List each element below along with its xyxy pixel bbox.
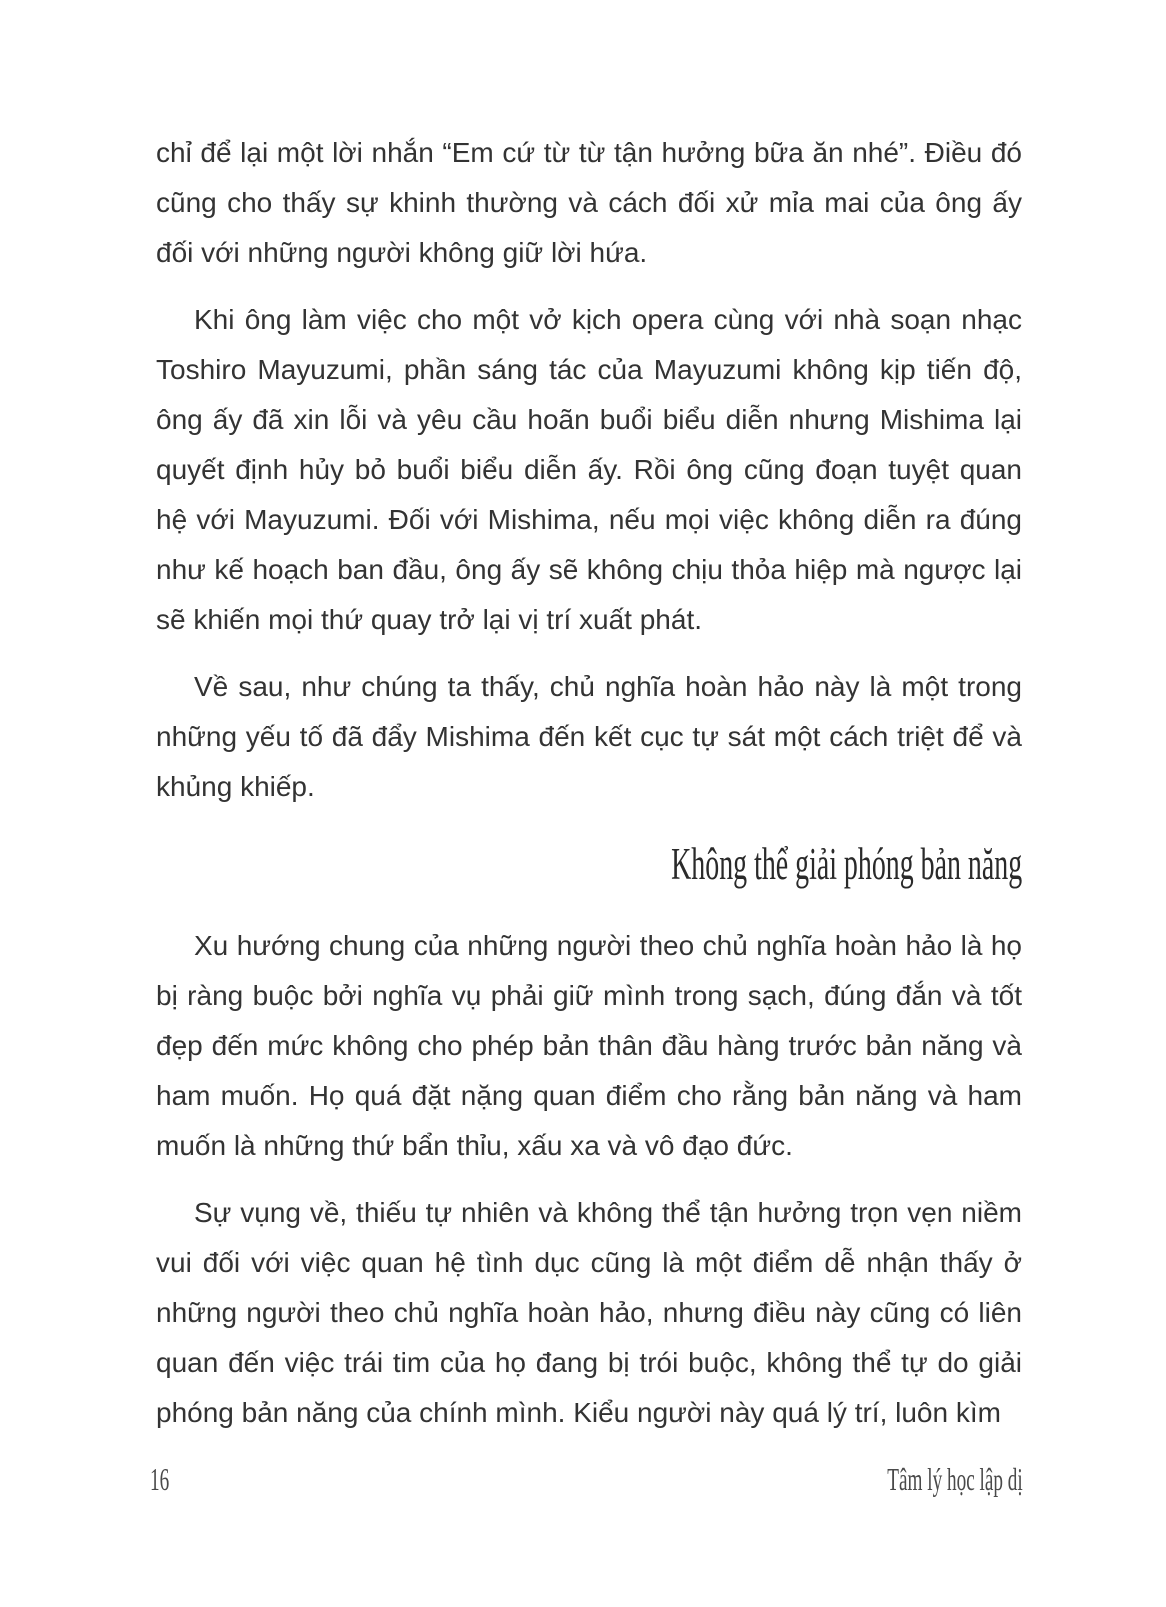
section-heading-text: Không thể giải phóng bản năng <box>670 839 1022 889</box>
page-text-block <box>156 128 1022 1455</box>
paragraph-continuation: chỉ để lại một lời nhắn “Em cứ từ từ tận hưởng bữa ăn nhé”. Điều đó cũng cho thấy sự khinh thường và cách đối xử mỉa mai của ông ấy đối với những người không giữ lời hứa. <box>156 137 1022 268</box>
paragraph-perfectionist-tendency: Xu hướng chung của những người theo chủ nghĩa hoàn hảo là họ bị ràng buộc bởi nghĩa vụ phải giữ mình trong sạch, đúng đắn và tốt đẹp đến mức không cho phép bản thân đầu hàng trước bản năng và ham muốn. Họ quá đặt nặng quan điểm cho rằng bản năng và ham muốn là những thứ bẩn thỉu, xấu xa và vô đạo đức. <box>156 930 1022 1161</box>
running-title: Tâm lý học lập dị <box>887 1461 1023 1497</box>
paragraph-instinct-restraint: Sự vụng về, thiếu tự nhiên và không thể tận hưởng trọn vẹn niềm vui đối với việc quan hệ tình dục cũng là một điểm dễ nhận thấy ở những người theo chủ nghĩa hoàn hảo, nhưng điều này cũng có liên quan đến việc trái tim của họ đang bị trói buộc, không thể tự do giải phóng bản năng của chính mình. Kiểu người này quá lý trí, luôn kìm <box>156 1197 1022 1428</box>
page-number: 16 <box>150 1461 170 1497</box>
paragraph-mishima-opera: Khi ông làm việc cho một vở kịch opera cùng với nhà soạn nhạc Toshiro Mayuzumi, phần sáng tác của Mayuzumi không kịp tiến độ, ông ấy đã xin lỗi và yêu cầu hoãn buổi biểu diễn nhưng Mishima lại quyết định hủy bỏ buổi biểu diễn ấy. Rồi ông cũng đoạn tuyệt quan hệ với Mayuzumi. Đối với Mishima, nếu mọi việc không diễn ra đúng như kế hoạch ban đầu, ông ấy sẽ không chịu thỏa hiệp mà ngược lại sẽ khiến mọi thứ quay trở lại vị trí xuất phát. <box>156 304 1022 635</box>
section-heading <box>156 836 1022 892</box>
page-footer <box>150 1460 1023 1498</box>
paragraph-mishima-suicide: Về sau, như chúng ta thấy, chủ nghĩa hoàn hảo này là một trong những yếu tố đã đẩy Mishima đến kết cục tự sát một cách triệt để và khủng khiếp. <box>156 671 1022 802</box>
